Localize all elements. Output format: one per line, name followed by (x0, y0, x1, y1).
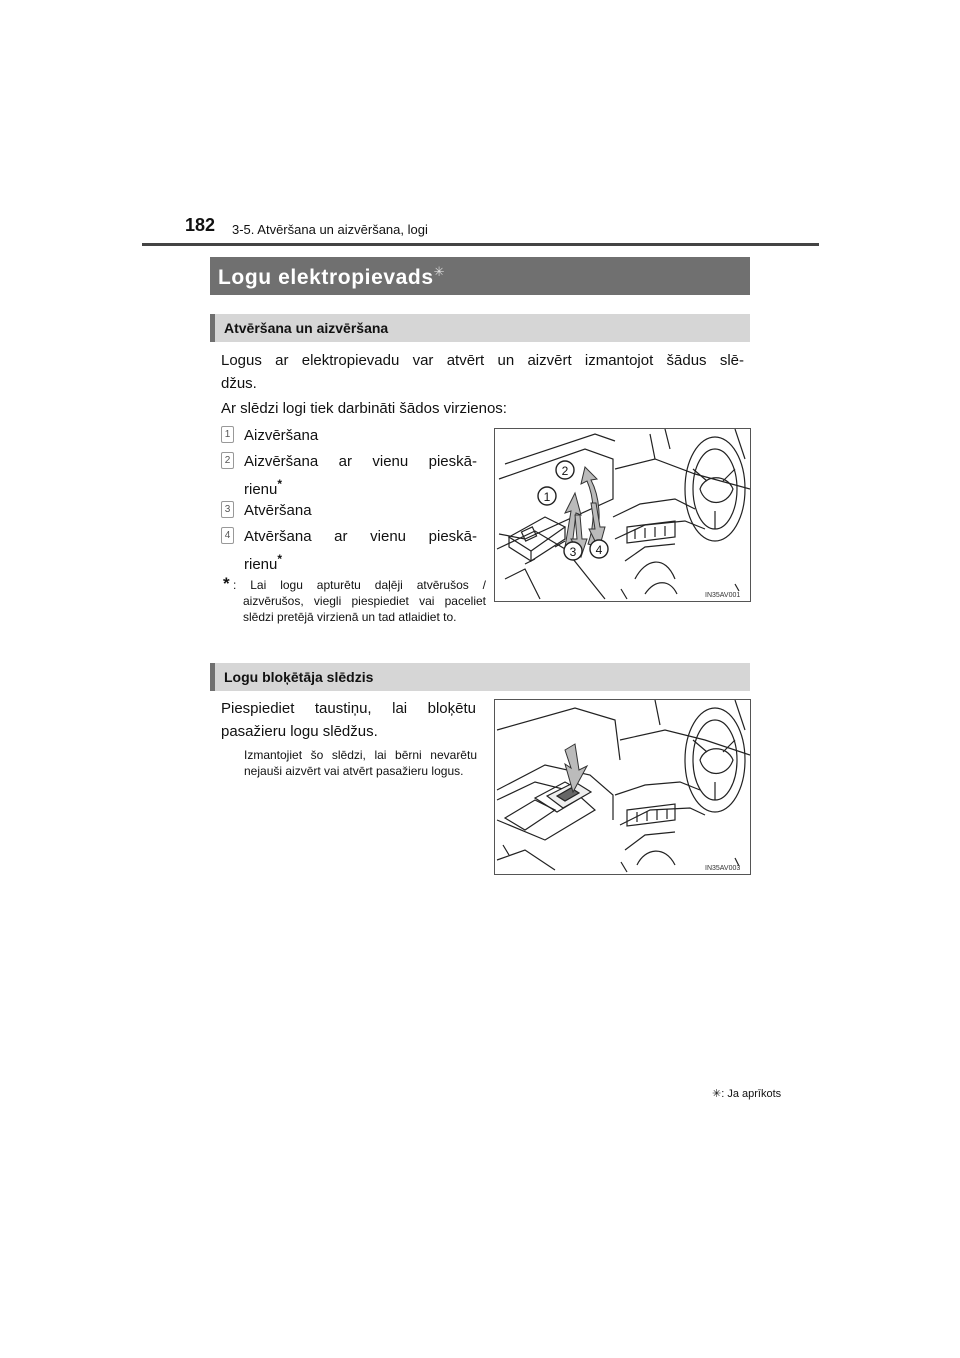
running-head: 3-5. Atvēršana un aizvēršana, logi (232, 222, 428, 237)
section-heading-lock-switch: Logu bloķētāja slēdzis (224, 669, 374, 685)
list-item: Aizvēršana ar vienu pieskā- (244, 453, 477, 470)
lock-text-line-1: Piespiediet taustiņu, lai bloķētu (221, 700, 476, 717)
window-switch-illustration (495, 429, 750, 601)
footnote-text: : Ja aprīkots (721, 1088, 782, 1100)
page-number: 182 (185, 215, 216, 235)
page-title (218, 264, 445, 290)
figure-window-switch (494, 428, 751, 602)
lock-text-line-2: pasažieru logu slēdžus. (221, 723, 378, 740)
list-item: Aizvēršana (244, 427, 319, 444)
list-item: Atvēršana (244, 502, 312, 519)
section-heading-tab (210, 314, 215, 342)
intro-line-2: džus. (221, 375, 257, 392)
footnote (712, 1087, 781, 1100)
figure-code: IN35AV003 (705, 865, 741, 872)
callout-2: 2 (561, 464, 569, 478)
section-heading-tab (210, 663, 215, 691)
asterisk-mark: * (277, 477, 283, 491)
title-text: Logu elektropievads (218, 266, 434, 289)
intro-line-3: Ar slēdzi logi tiek darbināti šādos virzienos: (221, 400, 507, 417)
section-heading-open-close: Atvēršana un aizvēršana (224, 320, 389, 336)
asterisk-mark: * (223, 574, 230, 593)
item-number-box: 1 (221, 426, 234, 443)
figure-lock-switch (494, 699, 751, 875)
figure-code: IN35AV001 (705, 592, 741, 599)
callout-1: 1 (543, 490, 551, 504)
list-item-cont: rienu* (244, 477, 283, 498)
list-item: Atvēršana ar vienu pieskā- (244, 528, 477, 545)
lock-note: Izmantojiet šo slēdzi, lai bērni nevarētu nejauši aizvērt vai atvērt pasažieru logus. (244, 748, 477, 778)
list-item-cont: rienu* (244, 552, 283, 573)
callout-3: 3 (569, 545, 577, 559)
item-number-box: 3 (221, 501, 234, 518)
lock-switch-illustration (495, 700, 750, 874)
asterisk-mark: * (277, 552, 283, 566)
item-number-box: 4 (221, 527, 234, 544)
asterisk-note: : Lai logu apturētu daļēji atvērušos / aizvērušos, viegli piespiediet vai paceliet slēdzi pretējā virzienā un tad atlaidiet to. (233, 578, 486, 624)
equipment-mark-icon: ✳ (433, 264, 446, 279)
equipment-mark-icon: ✳ (712, 1088, 722, 1100)
callout-4: 4 (595, 543, 603, 557)
item-number-box: 2 (221, 452, 234, 469)
header-rule (142, 243, 819, 246)
intro-line-1: Logus ar elektropievadu var atvērt un aizvērt izmantojot šādus slē- (221, 352, 744, 369)
